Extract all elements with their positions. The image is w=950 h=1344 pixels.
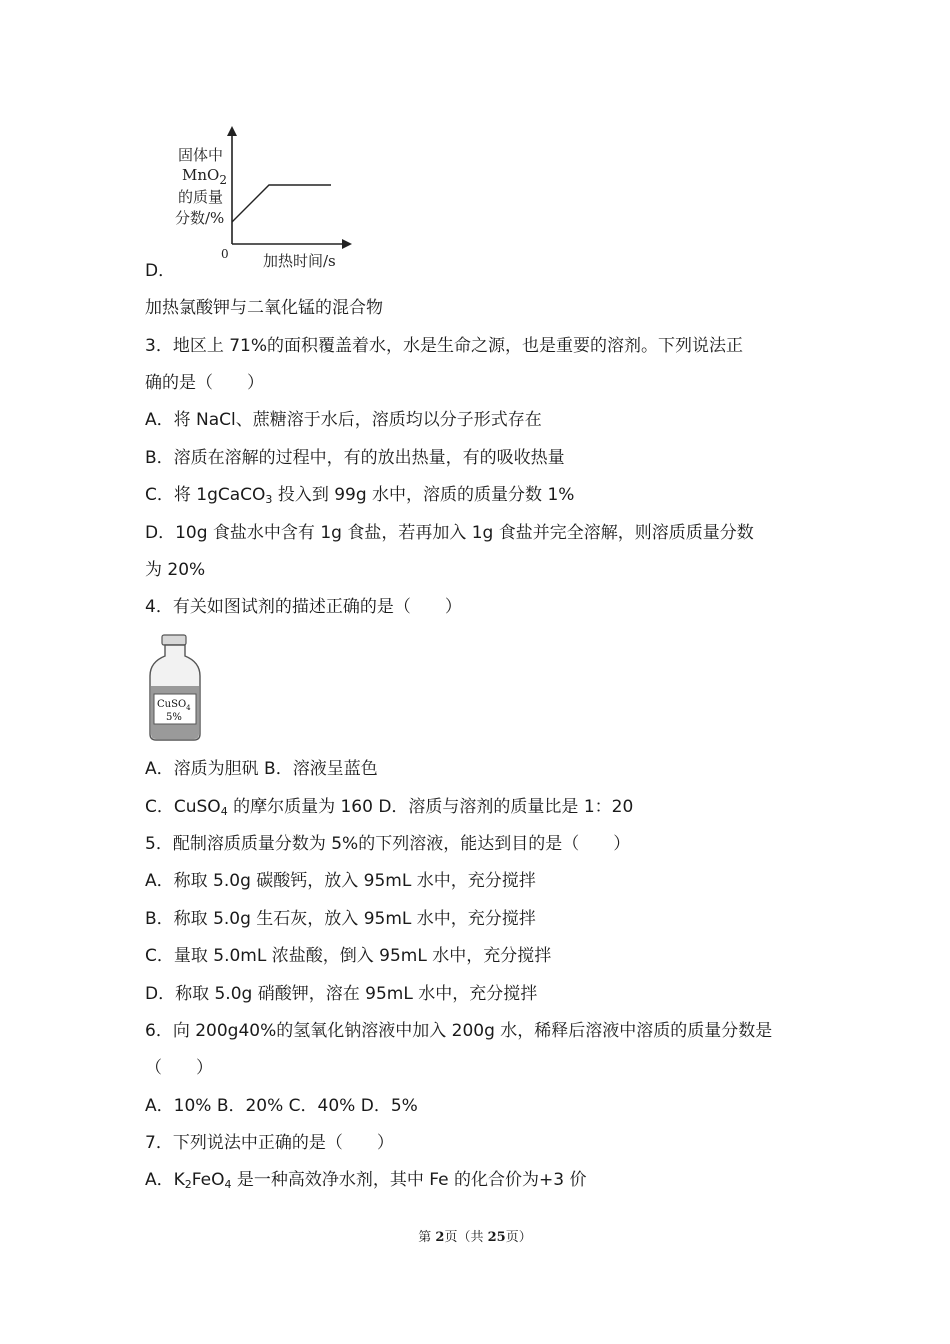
option-d-graph: [145, 120, 375, 280]
question-3-stem: 3．地区上 71%的面积覆盖着水，水是生命之源，也是重要的溶剂。下列说法正: [145, 336, 744, 356]
option-d-caption: 加热氯酸钾与二氧化锰的混合物: [145, 298, 383, 318]
origin-label: 0: [221, 247, 229, 261]
question-5-option-d: D．称取 5.0g 硝酸钾，溶在 95mL 水中，充分搅拌: [145, 984, 538, 1004]
question-3-option-c: C．将 1gCaCO$_3$ 投入到 99g 水中，溶质的质量分数 1%: [145, 485, 575, 506]
question-4-stem: 4．有关如图试剂的描述正确的是（ ）: [145, 597, 462, 617]
y-label-line-4: 分数/%: [175, 209, 225, 227]
bottle-svg: [145, 634, 205, 744]
bottle-label-formula: CuSO$_4$: [157, 699, 191, 712]
question-4-options-cd: C．CuSO$_4$ 的摩尔质量为 160 D．溶质与溶剂的质量比是 1：20: [145, 797, 634, 818]
mass-fraction-curve: [232, 185, 331, 222]
page-footer: 第 2页（共 25页）: [418, 1230, 532, 1245]
option-d-label: D．: [145, 261, 176, 281]
y-axis-arrow-icon: [227, 126, 237, 136]
bottle-label-percent: 5%: [166, 712, 182, 723]
x-axis-label: 加热时间/s: [263, 252, 336, 270]
mno2-graph-svg: [145, 120, 375, 280]
question-5-option-a: A．称取 5.0g 碳酸钙，放入 95mL 水中，充分搅拌: [145, 871, 536, 891]
question-6-stem-cont: （ ）: [145, 1058, 213, 1078]
y-label-line-3: 的质量: [178, 188, 224, 206]
question-6-options: A．10% B．20% C．40% D．5%: [145, 1096, 418, 1116]
question-4-options-ab: A．溶质为胆矾 B．溶液呈蓝色: [145, 759, 378, 779]
x-axis-arrow-icon: [342, 239, 352, 249]
question-5-stem: 5．配制溶质质量分数为 5%的下列溶液，能达到目的是（ ）: [145, 834, 631, 854]
y-label-line-2: MnO$_2$: [182, 166, 227, 187]
question-3-option-d: D．10g 食盐水中含有 1g 食盐，若再加入 1g 食盐并完全溶解，则溶质质量分数: [145, 523, 754, 543]
question-3-stem-cont: 确的是（ ）: [145, 373, 264, 393]
y-label-line-1: 固体中: [178, 146, 224, 164]
question-5-option-c: C．量取 5.0mL 浓盐酸，倒入 95mL 水中，充分搅拌: [145, 946, 552, 966]
question-7-stem: 7．下列说法中正确的是（ ）: [145, 1133, 394, 1153]
question-3-option-b: B．溶质在溶解的过程中，有的放出热量，有的吸收热量: [145, 448, 565, 468]
question-5-option-b: B．称取 5.0g 生石灰，放入 95mL 水中，充分搅拌: [145, 909, 536, 929]
bottle-stopper: [162, 635, 186, 645]
question-6-stem: 6．向 200g40%的氢氧化钠溶液中加入 200g 水，稀释后溶液中溶质的质量分数是: [145, 1021, 773, 1041]
question-3-option-d-cont: 为 20%: [145, 560, 206, 580]
question-3-option-a: A．将 NaCl、蔗糖溶于水后，溶质均以分子形式存在: [145, 410, 542, 430]
cuso4-bottle-image: [145, 634, 205, 744]
question-7-option-a: A．$K_2FeO_4$ 是一种高效净水剂，其中 Fe 的化合价为+3 价: [145, 1170, 587, 1191]
